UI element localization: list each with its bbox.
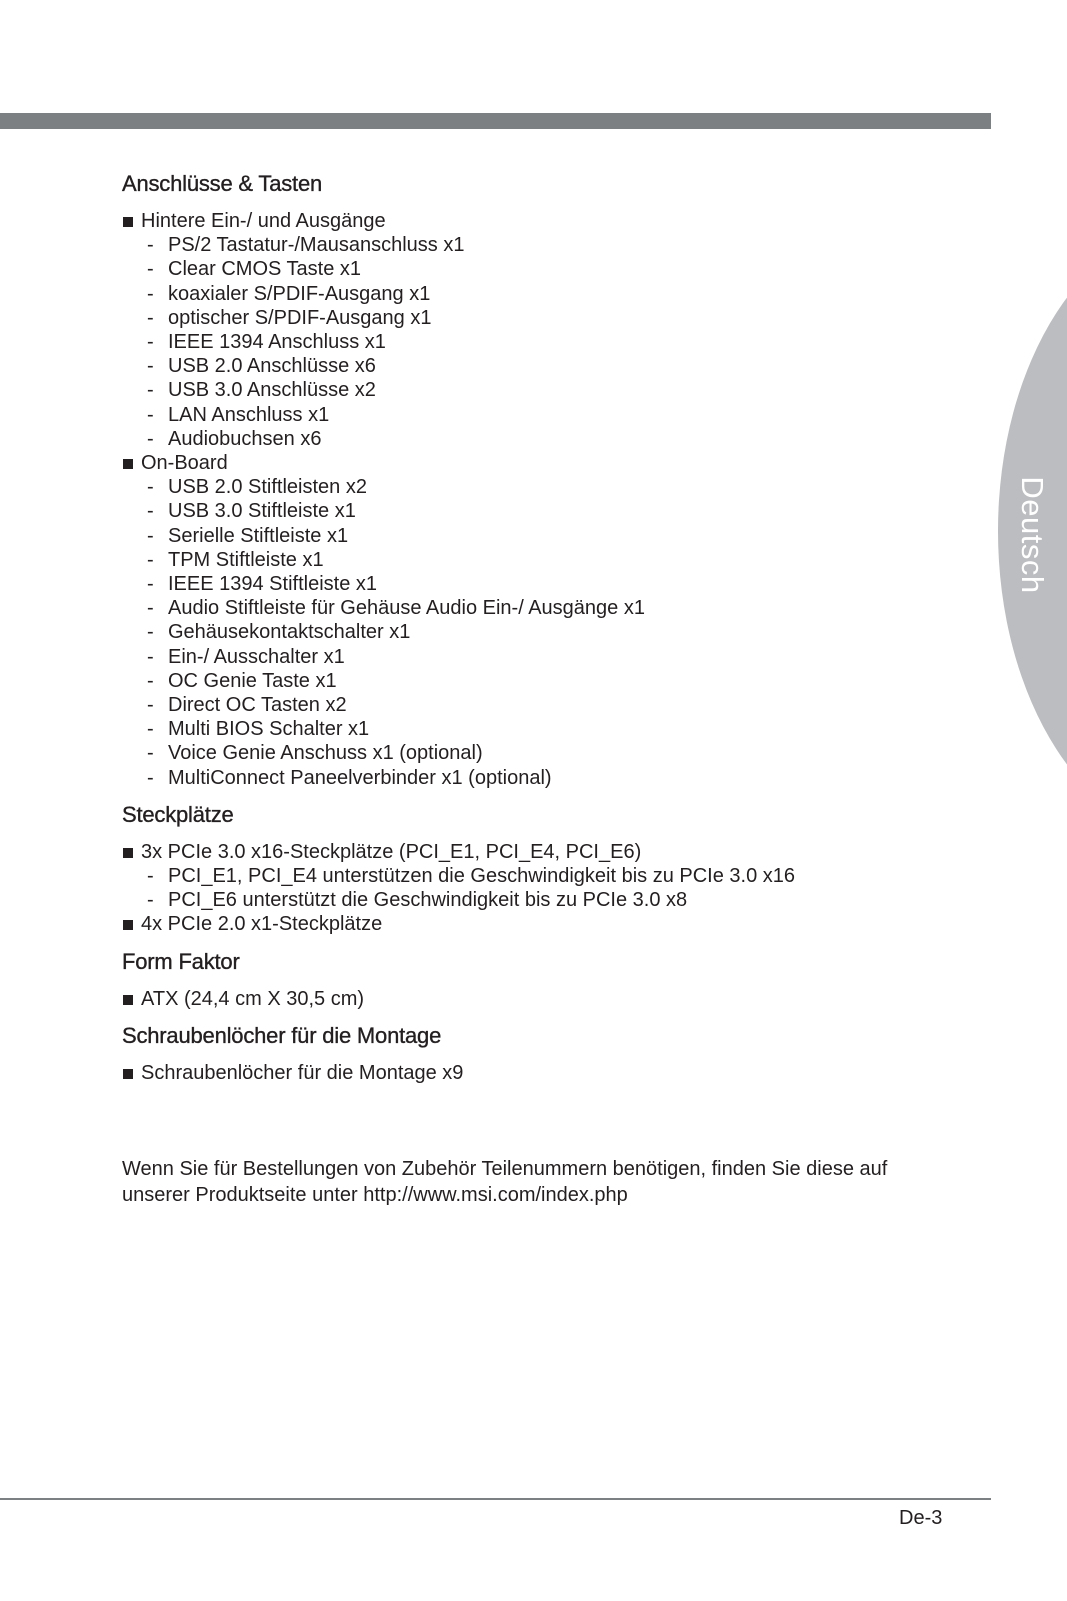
sub-list-item: - LAN Anschluss x1 <box>147 403 330 426</box>
item-list <box>122 209 962 790</box>
square-bullet-icon <box>123 217 133 227</box>
header-bar <box>0 113 991 129</box>
sub-list-item: - Audiobuchsen x6 <box>147 427 322 450</box>
dash-bullet-icon: - <box>147 621 154 644</box>
dash-bullet-icon: - <box>147 694 154 717</box>
sub-list-item: - IEEE 1394 Anschluss x1 <box>147 331 386 354</box>
item-text: 3x PCIe 3.0 x16-Steckplätze (PCI_E1, PCI_E4, PCI_E6) <box>141 840 642 863</box>
sub-list-item: - PCI_E1, PCI_E4 unterstützen die Geschwindigkeit bis zu PCIe 3.0 x16 <box>147 865 796 888</box>
section-steckplaetze <box>122 800 962 937</box>
item-text: Hintere Ein-/ und Ausgänge <box>141 210 386 232</box>
spec-content <box>122 169 962 1085</box>
dash-bullet-icon: - <box>147 379 154 402</box>
dash-bullet-icon: - <box>147 889 154 912</box>
subitem-list <box>122 233 962 451</box>
dash-bullet-icon: - <box>147 427 154 450</box>
dash-bullet-icon: - <box>147 403 154 426</box>
sub-list-item: - Clear CMOS Taste x1 <box>147 258 362 281</box>
sub-list-item: - IEEE 1394 Stiftleiste x1 <box>147 573 378 596</box>
dash-bullet-icon: - <box>147 645 154 668</box>
dash-bullet-icon: - <box>147 306 154 329</box>
dash-bullet-icon: - <box>147 476 154 499</box>
section-heading: Steckplätze <box>122 801 234 827</box>
sub-list-item: - Gehäusekontaktschalter x1 <box>147 621 411 644</box>
dash-bullet-icon: - <box>147 355 154 378</box>
square-bullet-icon <box>123 995 133 1005</box>
sub-list-item: - koaxialer S/PDIF-Ausgang x1 <box>147 282 431 305</box>
side-tab-label: Deutsch <box>1015 476 1050 594</box>
item-text: Schraubenlöcher für die Montage x9 <box>141 1061 464 1084</box>
dash-bullet-icon: - <box>147 597 154 620</box>
dash-bullet-icon: - <box>147 718 154 741</box>
list-item <box>122 840 962 913</box>
section-form-faktor <box>122 947 962 1011</box>
section-heading: Form Faktor <box>122 948 240 974</box>
sub-list-item: - USB 2.0 Anschlüsse x6 <box>147 355 376 378</box>
sub-list-item: - optischer S/PDIF-Ausgang x1 <box>147 306 432 329</box>
dash-bullet-icon: - <box>147 500 154 523</box>
section-schraubenloecher <box>122 1021 962 1085</box>
list-item <box>122 912 962 936</box>
subitem-list <box>122 864 962 912</box>
dash-bullet-icon: - <box>147 573 154 596</box>
item-list <box>122 840 962 937</box>
sub-list-item: - OC Genie Taste x1 <box>147 669 337 692</box>
sub-list-item: - Direct OC Tasten x2 <box>147 694 347 717</box>
item-list <box>122 987 962 1011</box>
sub-list-item: - TPM Stiftleiste x1 <box>147 548 324 571</box>
list-item <box>122 209 962 451</box>
page-number: De-3 <box>899 1507 943 1529</box>
sub-list-item: - PS/2 Tastatur-/Mausanschluss x1 <box>147 234 465 257</box>
sub-list-item: - Voice Genie Anschuss x1 (optional) <box>147 742 483 765</box>
section-heading: Schraubenlöcher für die Montage <box>122 1022 442 1048</box>
dash-bullet-icon: - <box>147 766 154 789</box>
sub-list-item: - Serielle Stiftleiste x1 <box>147 524 349 547</box>
square-bullet-icon <box>123 459 133 469</box>
sub-list-item: - Multi BIOS Schalter x1 <box>147 718 370 741</box>
item-list <box>122 1061 962 1085</box>
square-bullet-icon <box>123 920 133 930</box>
sub-list-item: - USB 3.0 Anschlüsse x2 <box>147 379 376 402</box>
dash-bullet-icon: - <box>147 331 154 354</box>
subitem-list <box>122 475 962 790</box>
item-text: ATX (24,4 cm X 30,5 cm) <box>141 987 365 1010</box>
dash-bullet-icon: - <box>147 548 154 571</box>
sub-list-item: - PCI_E6 unterstützt die Geschwindigkeit bis zu PCIe 3.0 x8 <box>147 889 688 912</box>
ordering-note: Wenn Sie für Bestellungen von Zubehör Teilenummern benötigen, finden Sie diese auf unserer Produktseite unter http://www.msi.com/index.php <box>122 1158 888 1206</box>
dash-bullet-icon: - <box>147 258 154 281</box>
sub-list-item: - Audio Stiftleiste für Gehäuse Audio Ein-/ Ausgänge x1 <box>147 597 645 620</box>
sub-list-item: - USB 3.0 Stiftleiste x1 <box>147 500 356 523</box>
sub-list-item: - Ein-/ Ausschalter x1 <box>147 645 345 668</box>
square-bullet-icon <box>123 848 133 858</box>
square-bullet-icon <box>123 1069 133 1079</box>
item-text: 4x PCIe 2.0 x1-Steckplätze <box>141 913 383 936</box>
list-item <box>122 987 962 1011</box>
dash-bullet-icon: - <box>147 524 154 547</box>
footer-rule <box>0 1498 991 1500</box>
dash-bullet-icon: - <box>147 669 154 692</box>
dash-bullet-icon: - <box>147 865 154 888</box>
dash-bullet-icon: - <box>147 282 154 305</box>
list-item <box>122 1061 962 1085</box>
sub-list-item: - USB 2.0 Stiftleisten x2 <box>147 476 367 499</box>
item-text: On-Board <box>141 452 228 475</box>
list-item <box>122 451 962 790</box>
section-heading: Anschlüsse & Tasten <box>122 171 323 196</box>
dash-bullet-icon: - <box>147 234 154 257</box>
section-anschluesse <box>122 169 962 790</box>
dash-bullet-icon: - <box>147 742 154 765</box>
sub-list-item: - MultiConnect Paneelverbinder x1 (optional) <box>147 766 552 789</box>
